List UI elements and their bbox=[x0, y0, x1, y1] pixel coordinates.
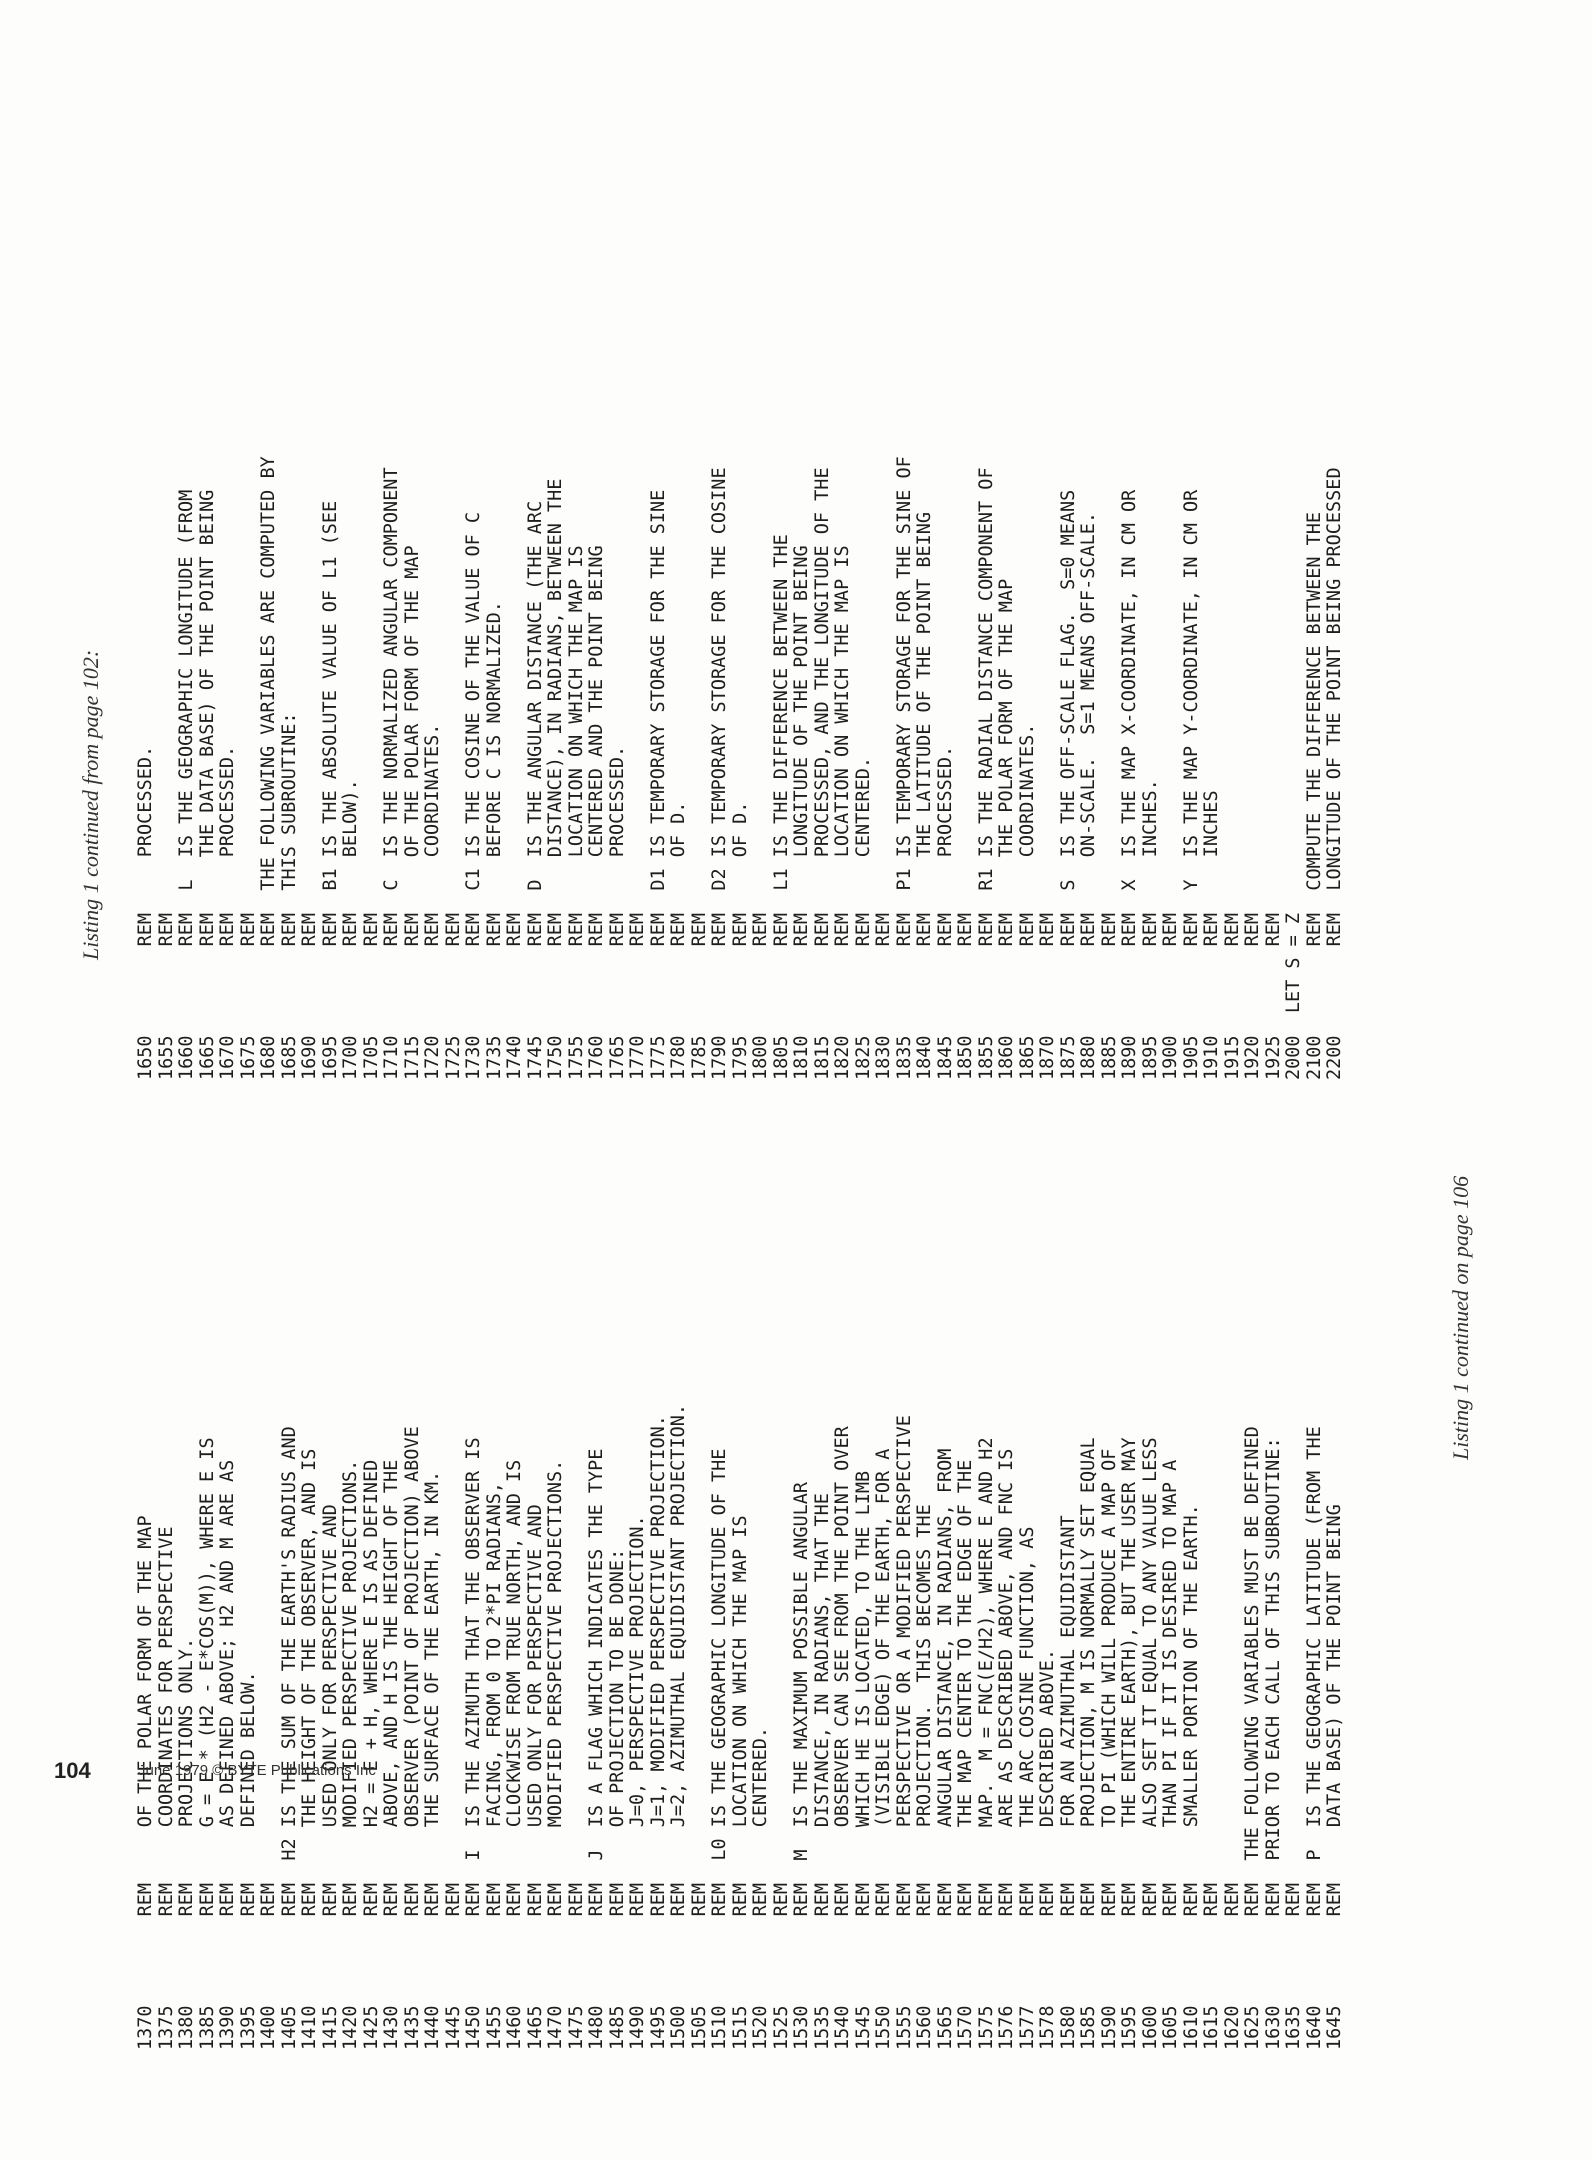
code-line: 1625 REM THE FOLLOWING VARIABLES MUST BE DEFINED bbox=[1242, 1426, 1263, 2050]
code-line: 1860 REM THE POLAR FORM OF THE MAP bbox=[996, 578, 1017, 1080]
code-line: 1675 REM bbox=[237, 912, 259, 1080]
code-line: 1720 REM COORDINATES. bbox=[422, 723, 443, 1080]
page-number: 104 bbox=[54, 1758, 91, 1783]
code-line: 1835 REM P1 IS TEMPORARY STORAGE FOR THE SINE OF bbox=[893, 456, 915, 1080]
code-line: 1650 REM PROCESSED. bbox=[135, 745, 156, 1080]
code-line: 1840 REM THE LATITUDE OF THE POINT BEING bbox=[914, 511, 935, 1080]
code-line: 1780 REM OF D. bbox=[668, 801, 689, 1080]
code-line: 1885 REM bbox=[1098, 912, 1120, 1080]
code-line: 1735 REM BEFORE C IS NORMALIZED. bbox=[483, 601, 505, 1080]
code-line: 1690 REM bbox=[299, 912, 320, 1080]
code-line: 1495 REM J=1, MODIFIED PERSPECTIVE PROJECTION. bbox=[647, 1415, 669, 2050]
code-line: 1525 REM bbox=[770, 1882, 792, 2050]
code-line: 1710 REM C IS THE NORMALIZED ANGULAR COMPONENT bbox=[381, 467, 402, 1080]
code-line: 1475 REM bbox=[565, 1882, 587, 2050]
code-line: 1570 REM THE MAP CENTER TO THE EDGE OF THE bbox=[955, 1459, 976, 2050]
code-line: 1400 REM bbox=[258, 1882, 279, 2050]
code-line: 1500 REM J=2, AZIMUTHAL EQUIDISTANT PROJECTION. bbox=[668, 1403, 689, 2050]
code-line: 1375 REM COORDINATES FOR PERSPECTIVE bbox=[155, 1526, 177, 2050]
code-line: 1855 REM R1 IS THE RADIAL DISTANCE COMPONENT OF bbox=[975, 467, 997, 1080]
code-line: 1578 REM DESCRIBED ABOVE. bbox=[1037, 1649, 1058, 2050]
code-line: 1815 REM PROCESSED, AND THE LONGITUDE OF THE bbox=[811, 467, 833, 1080]
code-line: 1465 REM USED ONLY FOR PERSPECTIVE AND bbox=[524, 1504, 546, 2050]
code-line: 1755 REM LOCATION ON WHICH THE MAP IS bbox=[565, 545, 587, 1080]
code-line: 1510 REM L0 IS THE GEOGRAPHIC LONGITUDE OF THE bbox=[709, 1448, 730, 2050]
code-line: 1620 REM bbox=[1221, 1882, 1243, 2050]
code-line: 2100 REM COMPUTE THE DIFFERENCE BETWEEN THE bbox=[1303, 511, 1325, 1080]
code-line: 1530 REM M IS THE MAXIMUM POSSIBLE ANGULAR bbox=[791, 1481, 812, 2050]
code-line: 1560 REM PROJECTION. THIS BECOMES THE bbox=[914, 1504, 935, 2050]
code-line: 1745 REM D IS THE ANGULAR DISTANCE (THE ARC bbox=[524, 500, 546, 1080]
code-line: 1540 REM OBSERVER CAN SEE FROM THE POINT OVER bbox=[832, 1426, 853, 2050]
code-line: 1615 REM bbox=[1201, 1882, 1222, 2050]
code-line: 1805 REM L1 IS THE DIFFERENCE BETWEEN THE bbox=[770, 534, 792, 1080]
code-line: 1370 REM OF THE POLAR FORM OF THE MAP bbox=[135, 1515, 156, 2050]
code-line: 1630 REM PRIOR TO EACH CALL OF THIS SUBROUTINE: bbox=[1262, 1437, 1284, 2050]
code-line: 1660 REM L IS THE GEOGRAPHIC LONGITUDE (FROM bbox=[176, 489, 197, 1080]
code-line: 1440 REM THE SURFACE OF THE EARTH, IN KM. bbox=[422, 1470, 443, 2050]
code-line: 1750 REM DISTANCE), IN RADIANS, BETWEEN THE bbox=[545, 478, 566, 1080]
code-line: 1490 REM J=0, PERSPECTIVE PROJECTION. bbox=[627, 1515, 648, 2050]
code-line: 1605 REM THAN PI IF IT IS DESIRED TO MAP A bbox=[1160, 1459, 1181, 2050]
code-line: 1845 REM PROCESSED. bbox=[934, 745, 956, 1080]
code-line: 1590 REM TO PI (WHICH WILL PRODUCE A MAP OF bbox=[1098, 1448, 1120, 2050]
code-line: 1665 REM THE DATA BASE) OF THE POINT BEING bbox=[196, 489, 218, 1080]
code-line: 1380 REM PROJECTIONS ONLY. bbox=[176, 1637, 197, 2050]
code-line: 1865 REM COORDINATES. bbox=[1016, 723, 1038, 1080]
code-line: 1910 REM INCHES bbox=[1201, 790, 1222, 1080]
code-line: 1425 REM H2 = E + H, WHERE E IS AS DEFINED bbox=[360, 1459, 382, 2050]
listing-left-column bbox=[136, 970, 1376, 2050]
code-line: 1435 REM OBSERVER (POINT OF PROJECTION) ABOVE bbox=[401, 1426, 423, 2050]
code-line: 1410 REM THE HEIGHT OF THE OBSERVER, AND IS bbox=[299, 1448, 320, 2050]
code-line: 1825 REM CENTERED. bbox=[852, 756, 874, 1080]
code-line: 1925 REM bbox=[1262, 912, 1284, 1080]
listing-continued-from-caption: Listing 1 continued from page 102: bbox=[78, 649, 103, 960]
code-line: 1535 REM DISTANCE, IN RADIANS, THAT THE bbox=[811, 1493, 833, 2050]
code-line: 1715 REM OF THE POLAR FORM OF THE MAP bbox=[401, 545, 423, 1080]
code-line: 1670 REM PROCESSED. bbox=[217, 745, 238, 1080]
code-line: 1405 REM H2 IS THE SUM OF THE EARTH'S RADIUS AND bbox=[278, 1426, 300, 2050]
code-line: 1460 REM CLOCKWISE FROM TRUE NORTH, AND IS bbox=[504, 1459, 525, 2050]
code-line: 1705 REM bbox=[360, 912, 382, 1080]
code-line: 1555 REM PERSPECTIVE OR A MODIFIED PERSPECTIVE bbox=[893, 1415, 915, 2050]
code-line: 1920 REM bbox=[1242, 912, 1263, 1080]
code-line: 1576 REM ARE AS DESCRIBED ABOVE, AND FNC IS bbox=[996, 1448, 1017, 2050]
code-line: 1580 REM FOR AN AZIMUTHAL EQUIDISTANT bbox=[1057, 1515, 1079, 2050]
code-line: 2000 LET S = Z bbox=[1283, 912, 1304, 1080]
code-line: 1635 REM bbox=[1283, 1882, 1304, 2050]
code-line: 1545 REM WHICH HE IS LOCATED, TO THE LIMB bbox=[852, 1470, 874, 2050]
code-line: 1760 REM CENTERED AND THE POINT BEING bbox=[586, 545, 607, 1080]
code-line: 1785 REM bbox=[688, 912, 710, 1080]
code-line: 1505 REM bbox=[688, 1882, 710, 2050]
code-line: 1725 REM bbox=[442, 912, 464, 1080]
code-line: 1765 REM PROCESSED. bbox=[606, 745, 628, 1080]
code-line: 1577 REM THE ARC COSINE FUNCTION, AS bbox=[1016, 1526, 1038, 2050]
code-line: 1915 REM bbox=[1221, 912, 1243, 1080]
code-line: 1850 REM bbox=[955, 912, 976, 1080]
code-line: 1740 REM bbox=[504, 912, 525, 1080]
code-line: 1680 REM THE FOLLOWING VARIABLES ARE COMPUTED BY bbox=[258, 456, 279, 1080]
code-line: 2200 REM LONGITUDE OF THE POINT BEING PROCESSED bbox=[1324, 467, 1345, 1080]
code-line: 1395 REM DEFINED BELOW. bbox=[237, 1671, 259, 2050]
code-line: 1595 REM THE ENTIRE EARTH), BUT THE USER MAY bbox=[1119, 1437, 1140, 2050]
listing-continued-on-caption: Listing 1 continued on page 106 bbox=[1448, 1175, 1473, 1460]
listing-right-column bbox=[136, 0, 1376, 1080]
code-line: 1820 REM LOCATION ON WHICH THE MAP IS bbox=[832, 545, 853, 1080]
code-line: 1790 REM D2 IS TEMPORARY STORAGE FOR THE COSINE bbox=[709, 467, 730, 1080]
code-line: 1455 REM FACING, FROM 0 TO 2*PI RADIANS, bbox=[483, 1481, 505, 2050]
code-line: 1655 REM bbox=[155, 912, 177, 1080]
code-line: 1385 REM G = E * (H2 - E*COS(M)), WHERE E IS bbox=[196, 1437, 218, 2050]
code-line: 1480 REM J IS A FLAG WHICH INDICATES THE TYPE bbox=[586, 1448, 607, 2050]
code-line: 1485 REM OF PROJECTION TO BE DONE: bbox=[606, 1548, 628, 2050]
code-line: 1685 REM THIS SUBROUTINE: bbox=[278, 712, 300, 1080]
publication-line: June 1979 © BYTE Publications Inc bbox=[138, 1762, 376, 1779]
code-line: 1565 REM ANGULAR DISTANCE, IN RADIANS, FROM bbox=[934, 1448, 956, 2050]
code-line: 1600 REM ALSO SET IT EQUAL TO ANY VALUE LESS bbox=[1139, 1437, 1161, 2050]
code-line: 1880 REM ON-SCALE. S=1 MEANS OFF-SCALE. bbox=[1078, 511, 1099, 1080]
code-line: 1775 REM D1 IS TEMPORARY STORAGE FOR THE SINE bbox=[647, 489, 669, 1080]
code-line: 1895 REM INCHES. bbox=[1139, 779, 1161, 1080]
code-line: 1430 REM ABOVE, AND H IS THE HEIGHT OF THE bbox=[381, 1459, 402, 2050]
code-line: 1390 REM AS DEFINED ABOVE; H2 AND M ARE AS bbox=[217, 1459, 238, 2050]
code-line: 1420 REM MODIFIED PERSPECTIVE PROJECTIONS. bbox=[340, 1459, 361, 2050]
code-line: 1520 REM CENTERED. bbox=[750, 1726, 771, 2050]
code-line: 1795 REM OF D. bbox=[729, 801, 751, 1080]
code-line: 1810 REM LONGITUDE OF THE POINT BEING bbox=[791, 545, 812, 1080]
code-line: 1470 REM MODIFIED PERSPECTIVE PROJECTIONS. bbox=[545, 1459, 566, 2050]
code-line: 1450 REM I IS THE AZIMUTH THAT THE OBSERVER IS bbox=[463, 1437, 484, 2050]
code-line: 1890 REM X IS THE MAP X-COORDINATE, IN CM OR bbox=[1119, 489, 1140, 1080]
code-line: 1575 REM MAP. M = FNC(E/H2), WHERE E AND H2 bbox=[975, 1437, 997, 2050]
code-line: 1770 REM bbox=[627, 912, 648, 1080]
code-line: 1645 REM DATA BASE) OF THE POINT BEING bbox=[1324, 1504, 1345, 2050]
code-line: 1640 REM P IS THE GEOGRAPHIC LATITUDE (FROM THE bbox=[1303, 1426, 1325, 2050]
code-line: 1585 REM PROJECTION, M IS NORMALLY SET EQUAL bbox=[1078, 1437, 1099, 2050]
code-line: 1695 REM B1 IS THE ABSOLUTE VALUE OF L1 (SEE bbox=[319, 500, 341, 1080]
code-line: 1730 REM C1 IS THE COSINE OF THE VALUE OF C bbox=[463, 511, 484, 1080]
code-line: 1610 REM SMALLER PORTION OF THE EARTH. bbox=[1180, 1504, 1202, 2050]
code-line: 1875 REM S IS THE OFF-SCALE FLAG. S=0 MEANS bbox=[1057, 489, 1079, 1080]
code-line: 1900 REM bbox=[1160, 912, 1181, 1080]
code-line: 1905 REM Y IS THE MAP Y-COORDINATE, IN CM OR bbox=[1180, 489, 1202, 1080]
code-line: 1830 REM bbox=[873, 912, 894, 1080]
code-line: 1445 REM bbox=[442, 1882, 464, 2050]
code-line: 1550 REM (VISIBLE EDGE) OF THE EARTH, FOR A bbox=[873, 1448, 894, 2050]
code-line: 1415 REM USED ONLY FOR PERSPECTIVE AND bbox=[319, 1504, 341, 2050]
code-line: 1515 REM LOCATION ON WHICH THE MAP IS bbox=[729, 1515, 751, 2050]
code-line: 1870 REM bbox=[1037, 912, 1058, 1080]
code-line: 1800 REM bbox=[750, 912, 771, 1080]
code-line: 1700 REM BELOW). bbox=[340, 779, 361, 1080]
